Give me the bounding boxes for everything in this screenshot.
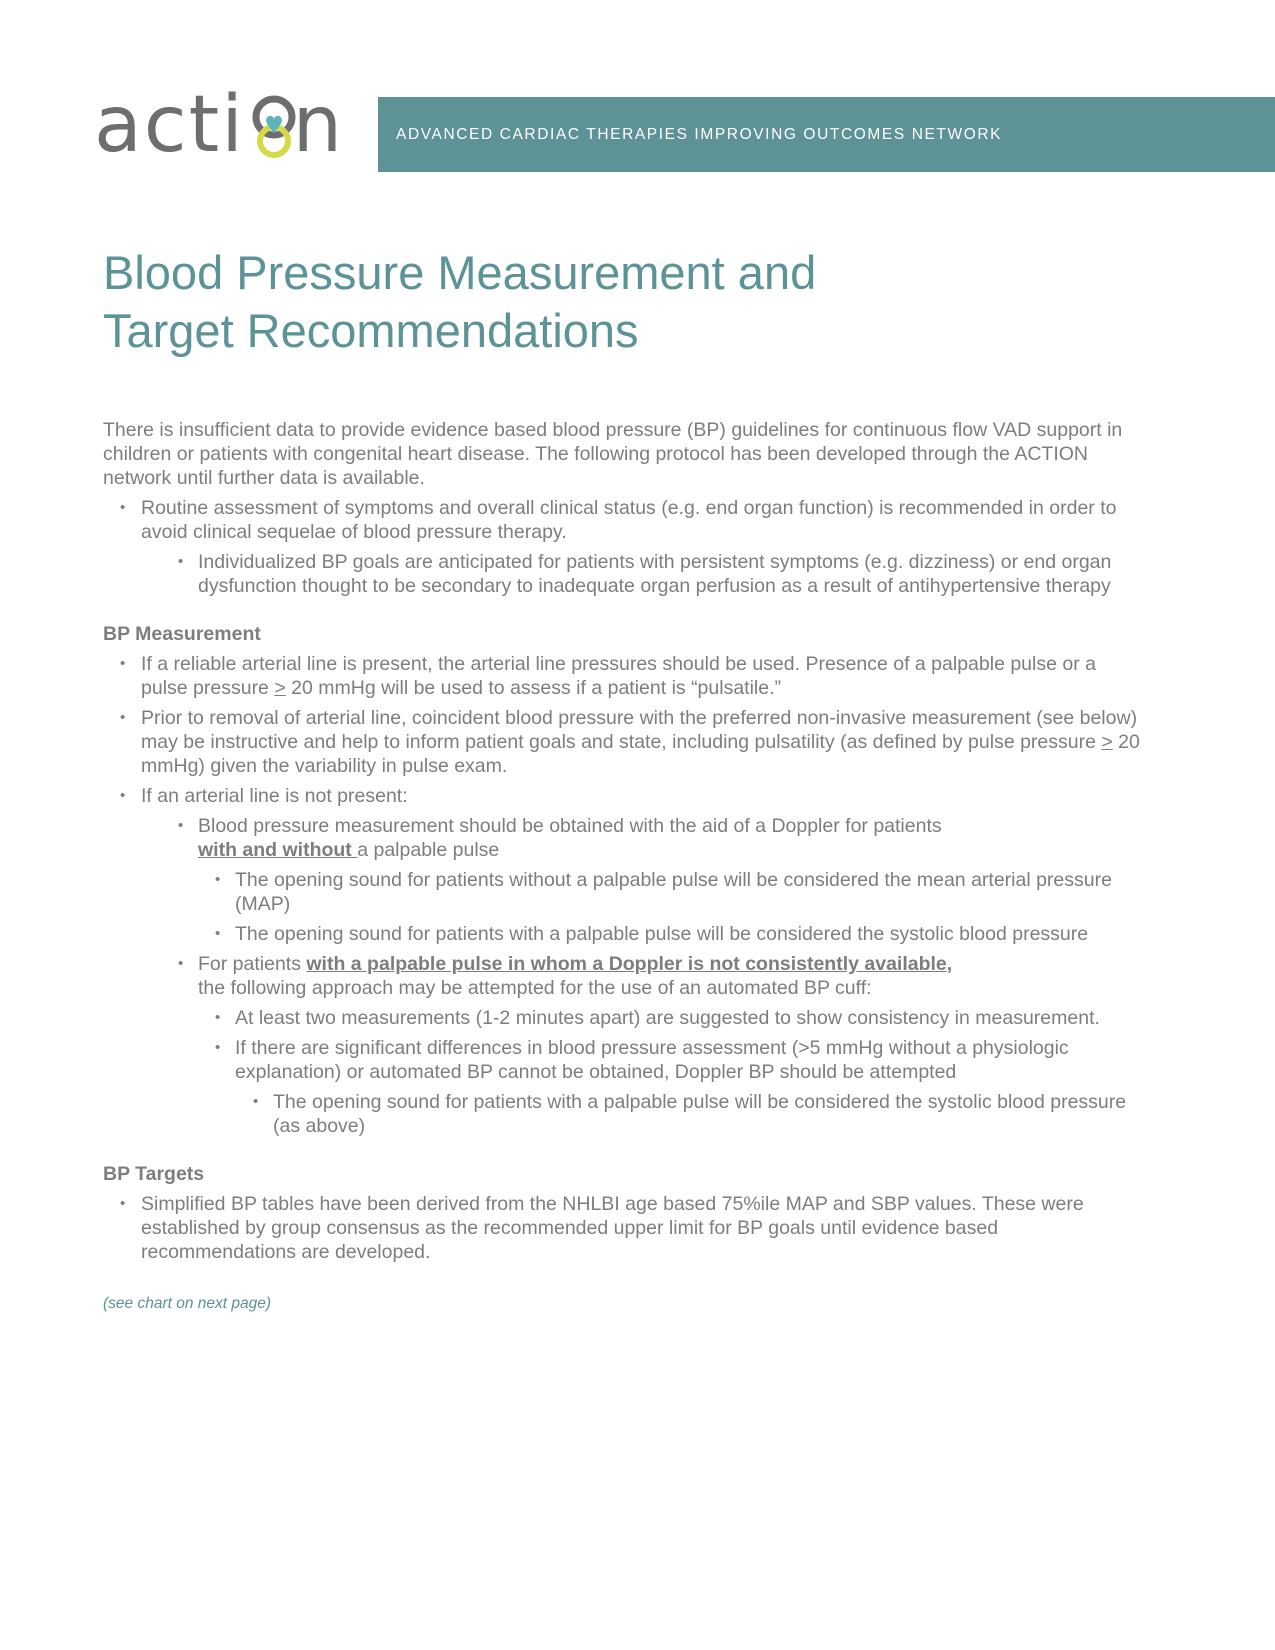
list-item: • The opening sound for patients without a palpable pulse will be considered the mean arterial pressure (MAP) (103, 868, 1143, 916)
section-heading-measurement: BP Measurement (103, 623, 261, 645)
list-item: • Prior to removal of arterial line, coincident blood pressure with the preferred non-invasive measurement (see below) may be instructive and help to inform patient goals and state, including pulsatility (as defined by pulse pressure > 20 mmHg) given the variability in pulse exam. (103, 706, 1143, 778)
list-item: • If a reliable arterial line is present, the arterial line pressures should be used. Presence of a palpable pulse or a pulse pressure > 20 mmHg will be used to assess if a patient is “pulsatile.” (103, 652, 1143, 700)
action-logo (94, 80, 344, 170)
page-title (103, 244, 1003, 360)
logo-text-left: acti (94, 80, 245, 170)
document-body (103, 418, 1143, 1316)
list-item: • If an arterial line is not present: (103, 784, 1143, 808)
footer-note: (see chart on next page) (103, 1295, 272, 1312)
title-line-2: Target Recommendations (103, 304, 639, 357)
title-line-1: Blood Pressure Measurement and (103, 246, 817, 299)
list-item: • The opening sound for patients with a palpable pulse will be considered the systolic blood pressure (103, 922, 1143, 946)
header-banner (378, 97, 1275, 172)
list-item: • For patients with a palpable pulse in whom a Doppler is not consistently available, the following approach may be attempted for the use of an automated BP cuff: (103, 952, 1143, 1000)
list-item: • The opening sound for patients with a palpable pulse will be considered the systolic blood pressure (as above) (103, 1090, 1143, 1138)
logo-text-right: n (292, 80, 344, 170)
list-item: • Blood pressure measurement should be obtained with the aid of a Doppler for patients with and without a palpable pulse (103, 814, 1143, 862)
heart-infinity-icon (245, 91, 293, 151)
banner-text: ADVANCED CARDIAC THERAPIES IMPROVING OUTCOMES NETWORK (396, 126, 1003, 143)
list-item: • Simplified BP tables have been derived from the NHLBI age based 75%ile MAP and SBP values. These were established by group consensus as the recommended upper limit for BP goals until evidence based recommendations are developed. (103, 1192, 1143, 1264)
targets-list (103, 1192, 1143, 1264)
list-item: • Routine assessment of symptoms and overall clinical status (e.g. end organ function) is recommended in order to avoid clinical sequelae of blood pressure therapy. (103, 496, 1143, 544)
intro-paragraph: There is insufficient data to provide evidence based blood pressure (BP) guidelines for continuous flow VAD support in children or patients with congenital heart disease. The following protocol has been developed through the ACTION network until further data is available. (103, 419, 1123, 489)
list-item: • If there are significant differences in blood pressure assessment (>5 mmHg without a physiologic explanation) or automated BP cannot be obtained, Doppler BP should be attempted (103, 1036, 1143, 1084)
measurement-list (103, 652, 1143, 1138)
list-item: • Individualized BP goals are anticipated for patients with persistent symptoms (e.g. dizziness) or end organ dysfunction thought to be secondary to inadequate organ perfusion as a result of antihypertensive therapy (103, 550, 1143, 598)
list-item: • At least two measurements (1-2 minutes apart) are suggested to show consistency in measurement. (103, 1006, 1143, 1030)
intro-list (103, 496, 1143, 598)
section-heading-targets: BP Targets (103, 1163, 205, 1185)
